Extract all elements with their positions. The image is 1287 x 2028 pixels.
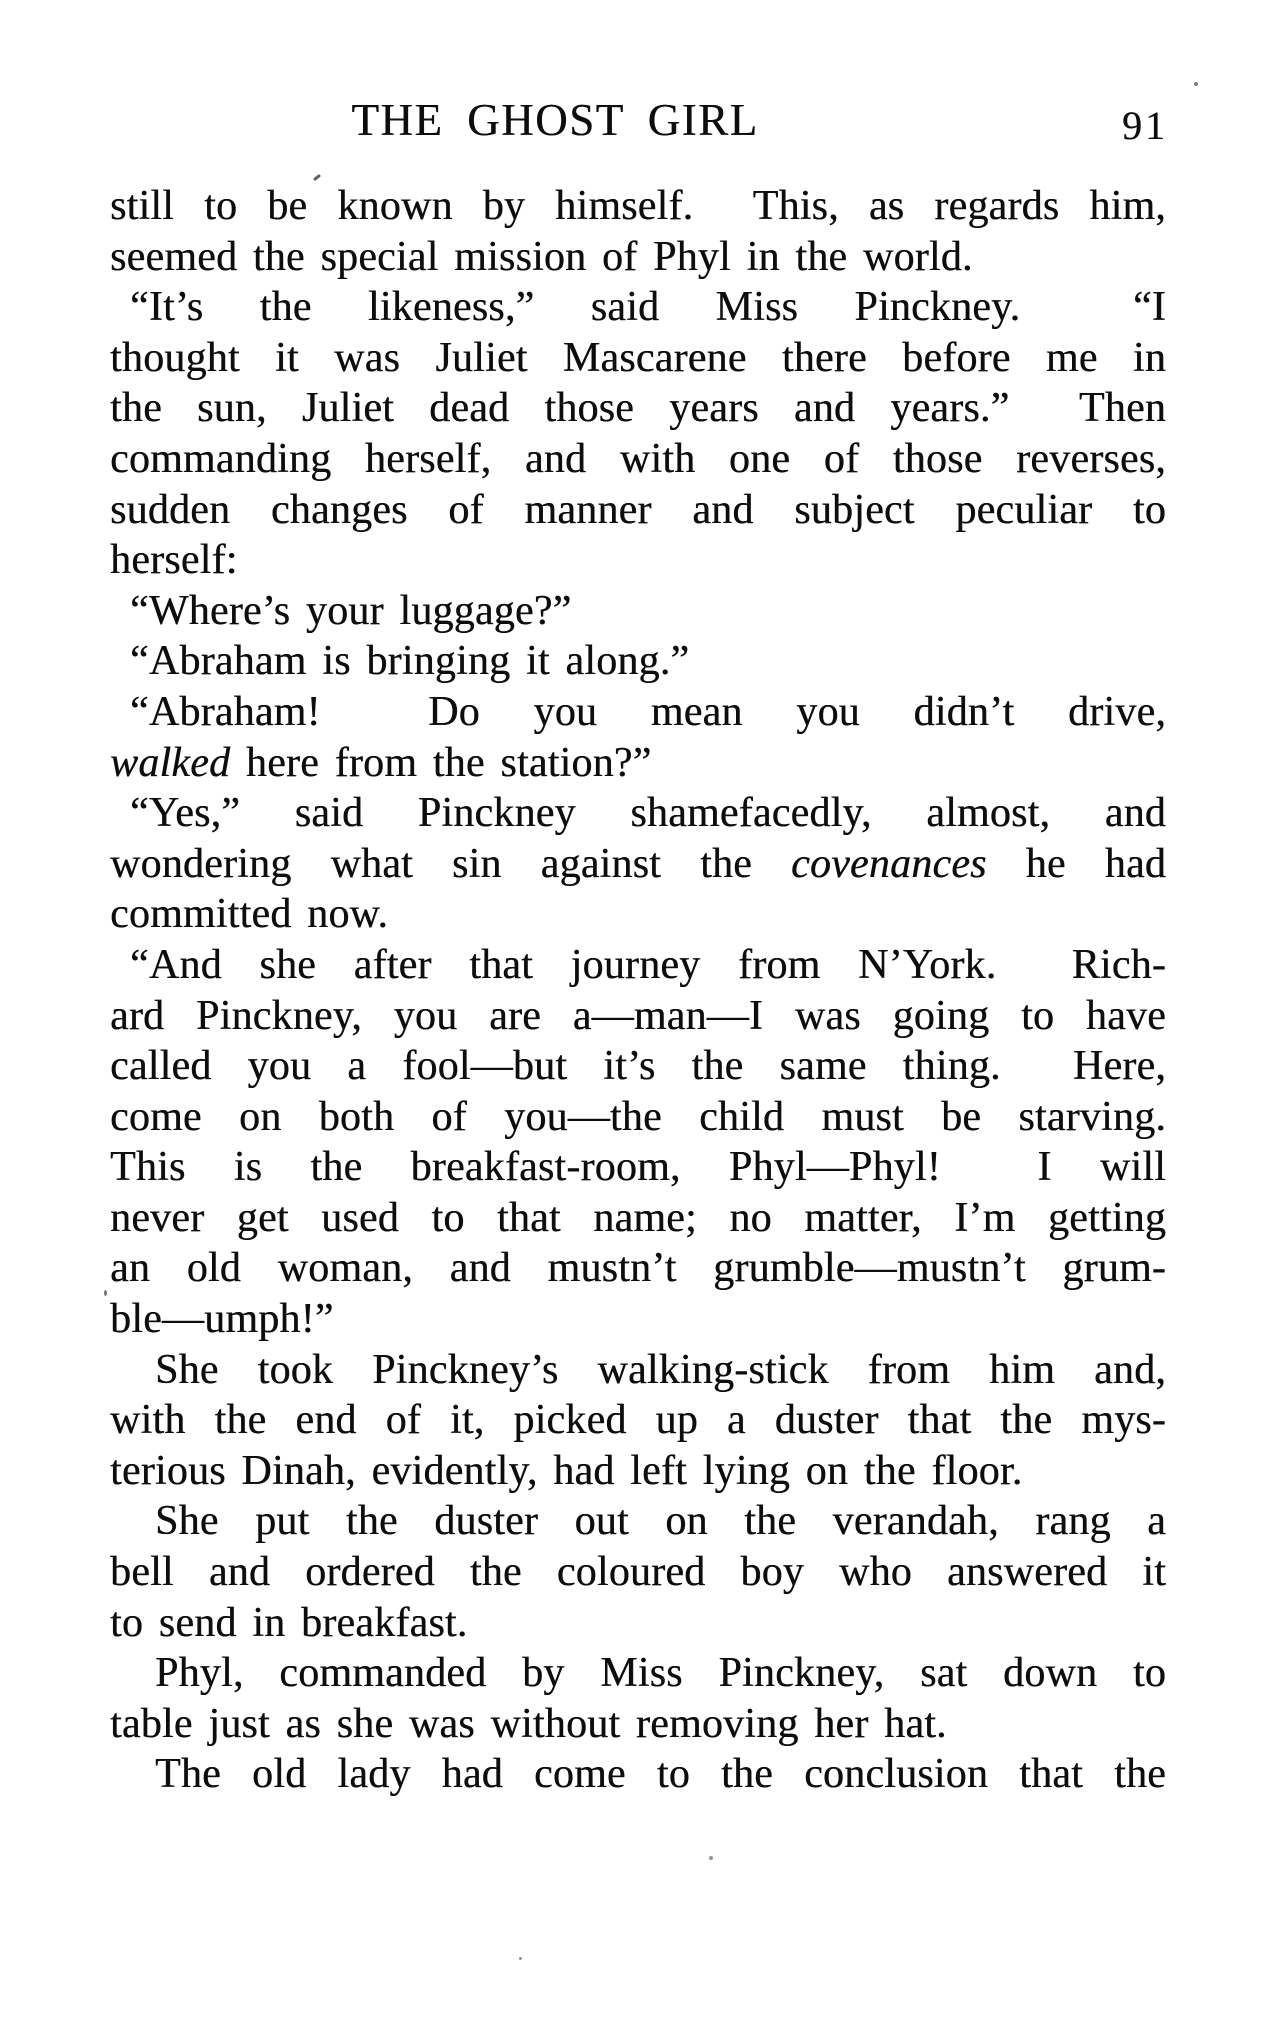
text-line: still to be known by himself. This, as regards him,: [110, 183, 1166, 229]
italic-word: walked: [110, 739, 231, 786]
text-line: walked here from the station?”: [110, 739, 652, 786]
italic-word: covenances: [791, 840, 987, 887]
text-line: She took Pinckney’s walking-stick from him and,: [155, 1346, 1166, 1393]
text-line: “It’s the likeness,” said Miss Pinckney. “I: [130, 284, 1166, 331]
text-line: Phyl, commanded by Miss Pinckney, sat down to: [155, 1650, 1166, 1697]
text-line: with the end of it, picked up a duster that the mys-: [110, 1397, 1166, 1444]
text-line: “Where’s your luggage?”: [130, 587, 572, 634]
text-line: “Yes,” said Pinckney shamefacedly, almost, and: [130, 790, 1166, 837]
scan-speck: [709, 1856, 713, 1860]
page-title: THE GHOST GIRL: [351, 95, 759, 145]
scan-speck: [519, 1957, 522, 1960]
text-line: terious Dinah, evidently, had left lying on the floor.: [110, 1447, 1023, 1494]
text-line: This is the breakfast-room, Phyl—Phyl! I will: [110, 1144, 1166, 1191]
text-line: called you a fool—but it’s the same thing. Here,: [110, 1043, 1166, 1090]
text-line: committed now.: [110, 891, 389, 938]
text-line: thought it was Juliet Mascarene there before me in: [110, 334, 1166, 381]
scan-speck: [1194, 82, 1198, 86]
text-line: never get used to that name; no matter, I’m getting: [110, 1194, 1166, 1241]
text-line: bell and ordered the coloured boy who answered it: [110, 1549, 1166, 1596]
text-line: table just as she was without removing her hat.: [110, 1700, 947, 1747]
text-line: an old woman, and mustn’t grumble—mustn’t grum-: [110, 1245, 1166, 1292]
text-line: wondering what sin against the covenances he had: [110, 840, 1167, 887]
text-line: commanding herself, and with one of those reverses,: [110, 435, 1166, 482]
text-line: She put the duster out on the verandah, rang a: [155, 1498, 1166, 1545]
text-line: sudden changes of manner and subject peculiar to: [110, 486, 1166, 533]
text-line: The old lady had come to the conclusion that the: [155, 1751, 1166, 1798]
text-line: come on both of you—the child must be starving.: [110, 1093, 1166, 1140]
text-line: ard Pinckney, you are a—man—I was going to have: [110, 992, 1166, 1039]
text-line: “And she after that journey from N’York. Rich-: [130, 941, 1166, 988]
text-line: “Abraham! Do you mean you didn’t drive,: [130, 688, 1166, 735]
text-line: ble—umph!”: [110, 1296, 334, 1343]
text-line: seemed the special mission of Phyl in the world.: [110, 233, 973, 280]
page-number: 91: [1122, 103, 1168, 148]
scan-speck: [104, 1290, 107, 1296]
text-line: to send in breakfast.: [110, 1599, 468, 1646]
text-line: “Abraham is bringing it along.”: [130, 638, 690, 685]
text-line: the sun, Juliet dead those years and years.” Then: [110, 385, 1166, 432]
body-text: [110, 181, 1166, 1800]
text-line: herself:: [110, 537, 238, 584]
